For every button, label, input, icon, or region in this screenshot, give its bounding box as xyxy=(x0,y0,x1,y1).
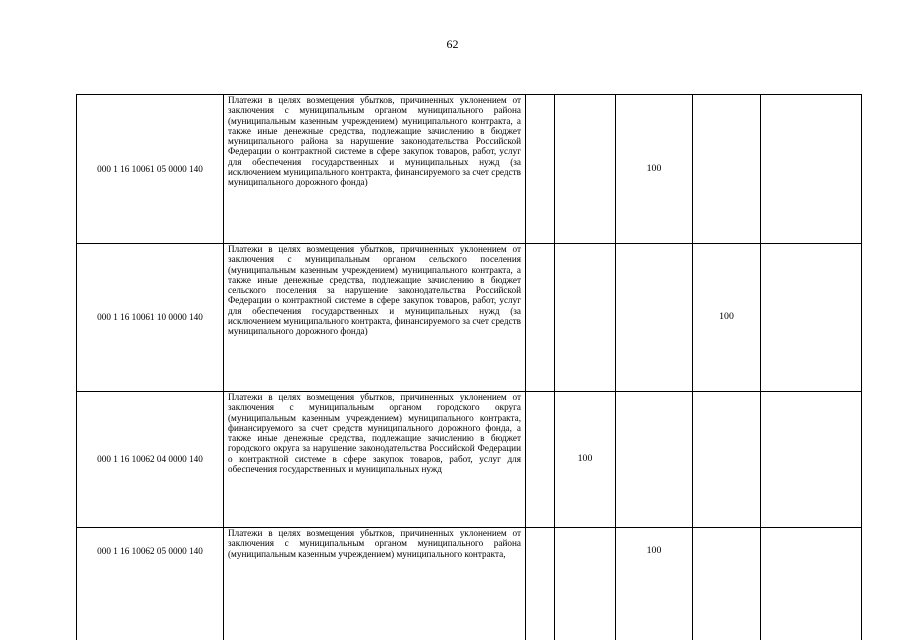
value-cell: 100 xyxy=(616,95,693,244)
value-cell xyxy=(526,392,555,528)
value-cell xyxy=(761,392,862,528)
value-cell xyxy=(761,528,862,640)
revenue-codes-table-wrapper xyxy=(76,94,862,640)
value-cell: 100 xyxy=(616,528,693,640)
value-cell xyxy=(526,528,555,640)
table-row xyxy=(77,528,862,640)
value-cell: 100 xyxy=(693,244,761,392)
budget-classification-code: 000 1 16 10062 04 0000 140 xyxy=(77,392,224,528)
value-cell xyxy=(526,244,555,392)
value-cell xyxy=(761,244,862,392)
income-description: Платежи в целях возмещения убытков, причиненных уклонением от заключения с муниципальным органом городского округа (муниципальным казенным учреждением) муниципального контракта, финансируемого за счет средств муниципального дорожного фонда, а также иные денежные средства, подлежащие зачислению в бюджет городского округа за нарушение законодательства Российской Федерации о контрактной системе в сфере закупок товаров, работ, услуг для обеспечения государственных и муниципальных нужд xyxy=(224,392,526,528)
table-row xyxy=(77,95,862,244)
value-cell xyxy=(555,95,616,244)
budget-classification-code: 000 1 16 10061 05 0000 140 xyxy=(77,95,224,244)
value-cell xyxy=(761,95,862,244)
income-description: Платежи в целях возмещения убытков, причиненных уклонением от заключения с муниципальным органом муниципального района (муниципальным казенным учреждением) муниципального контракта, xyxy=(224,528,526,640)
value-cell xyxy=(555,528,616,640)
table-row xyxy=(77,392,862,528)
value-cell xyxy=(555,244,616,392)
value-cell xyxy=(693,392,761,528)
page-number: 62 xyxy=(446,37,459,51)
budget-classification-code: 000 1 16 10062 05 0000 140 xyxy=(77,528,224,640)
budget-classification-code: 000 1 16 10061 10 0000 140 xyxy=(77,244,224,392)
value-cell xyxy=(616,392,693,528)
value-cell xyxy=(526,95,555,244)
value-cell xyxy=(616,244,693,392)
revenue-codes-table xyxy=(76,94,862,640)
income-description: Платежи в целях возмещения убытков, причиненных уклонением от заключения с муниципальным органом сельского поселения (муниципальным казенным учреждением) муниципального контракта, а также иные денежные средства, подлежащие зачислению в бюджет сельского поселения за нарушение законодательства Российской Федерации о контрактной системе в сфере закупок товаров, работ, услуг для обеспечения государственных и муниципальных нужд (за исключением муниципального контракта, финансируемого за счет средств муниципального дорожного фонда) xyxy=(224,244,526,392)
value-cell xyxy=(693,95,761,244)
value-cell: 100 xyxy=(555,392,616,528)
income-description: Платежи в целях возмещения убытков, причиненных уклонением от заключения с муниципальным органом муниципального района (муниципальным казенным учреждением) муниципального контракта, а также иные денежные средства, подлежащие зачислению в бюджет муниципального района за нарушение законодательства Российской Федерации о контрактной системе в сфере закупок товаров, работ, услуг для обеспечения государственных и муниципальных нужд (за исключением муниципального контракта, финансируемого за счет средств муниципального дорожного фонда) xyxy=(224,95,526,244)
value-cell xyxy=(693,528,761,640)
table-row xyxy=(77,244,862,392)
